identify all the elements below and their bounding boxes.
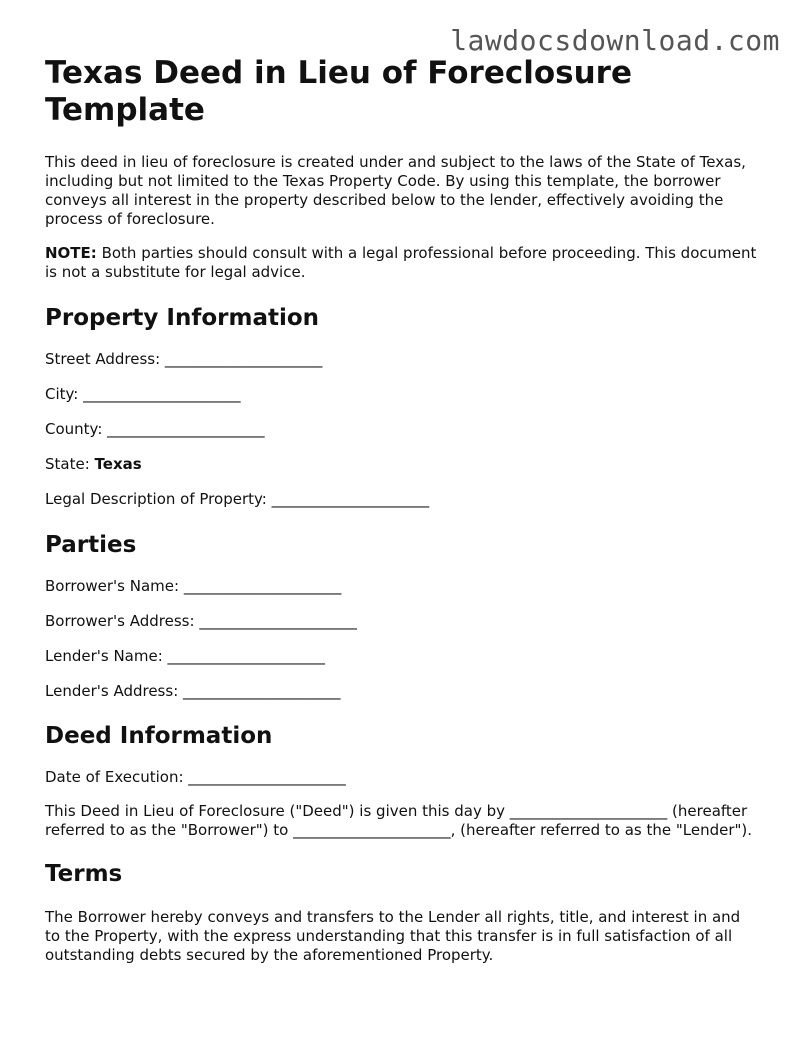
lender-address-field <box>45 682 757 701</box>
date-of-execution-field <box>45 768 757 787</box>
lender-address-label: Lender's Address: <box>45 682 184 700</box>
county-field <box>45 420 757 439</box>
borrower-address-label: Borrower's Address: <box>45 612 200 630</box>
property-heading: Property Information <box>45 305 320 331</box>
county-label: County: <box>45 420 108 438</box>
page-title: Texas Deed in Lieu of Foreclosure Template <box>45 55 632 128</box>
state-field <box>45 455 757 474</box>
borrower-address-blank[interactable]: _____________________ <box>199 612 357 630</box>
note-text: Both parties should consult with a legal professional before proceeding. This document is not a substitute for legal advice. <box>45 244 757 281</box>
deed-given-text-2: (hereafter referred to as the "Borrower") to <box>45 802 748 839</box>
street-address-blank[interactable]: _____________________ <box>164 350 323 368</box>
terms-heading: Terms <box>45 861 123 887</box>
date-of-execution-blank[interactable]: _____________________ <box>188 768 346 786</box>
date-of-execution-label: Date of Execution: <box>45 768 189 786</box>
site-watermark: lawdocsdownload.com <box>450 24 780 57</box>
deed-given-text-1: This Deed in Lieu of Foreclosure ("Deed") is given this day by <box>45 802 510 820</box>
deed-given-text-3: , (hereafter referred to as the "Lender"). <box>450 821 753 839</box>
lender-name-field <box>45 647 757 666</box>
city-blank[interactable]: _____________________ <box>83 385 241 403</box>
city-field <box>45 385 757 404</box>
lender-address-blank[interactable]: _____________________ <box>183 682 341 700</box>
lender-name-label: Lender's Name: <box>45 647 168 665</box>
parties-heading: Parties <box>45 532 137 558</box>
street-address-field <box>45 350 757 369</box>
borrower-name-blank[interactable]: _____________________ <box>183 577 342 595</box>
state-value: Texas <box>94 455 142 473</box>
state-label: State: <box>45 455 95 473</box>
deed-lender-blank[interactable]: _____________________ <box>293 821 451 839</box>
terms-paragraph: The Borrower hereby conveys and transfers to the Lender all rights, title, and interest in and to the Property, with the express understanding that this transfer is in full satisfaction of all outstanding debts secured by the aforementioned Property. <box>45 908 741 964</box>
legal-description-field <box>45 490 757 509</box>
legal-description-label: Legal Description of Property: <box>45 490 272 508</box>
document-page <box>45 55 757 965</box>
note-paragraph <box>45 244 757 282</box>
note-label: NOTE: <box>45 244 97 262</box>
deed-heading: Deed Information <box>45 723 273 749</box>
county-blank[interactable]: _____________________ <box>107 420 265 438</box>
legal-description-blank[interactable]: _____________________ <box>271 490 430 508</box>
lender-name-blank[interactable]: _____________________ <box>167 647 326 665</box>
deed-given-paragraph <box>45 802 757 840</box>
intro-paragraph: This deed in lieu of foreclosure is created under and subject to the laws of the State of Texas, including but not limited to the Texas Property Code. By using this template, the borrower conveys all interest in the property described below to the lender, effectively avoiding the process of foreclosure. <box>45 153 746 228</box>
street-address-label: Street Address: <box>45 350 165 368</box>
deed-borrower-blank[interactable]: _____________________ <box>509 802 668 820</box>
borrower-address-field <box>45 612 757 631</box>
borrower-name-label: Borrower's Name: <box>45 577 184 595</box>
borrower-name-field <box>45 577 757 596</box>
city-label: City: <box>45 385 84 403</box>
